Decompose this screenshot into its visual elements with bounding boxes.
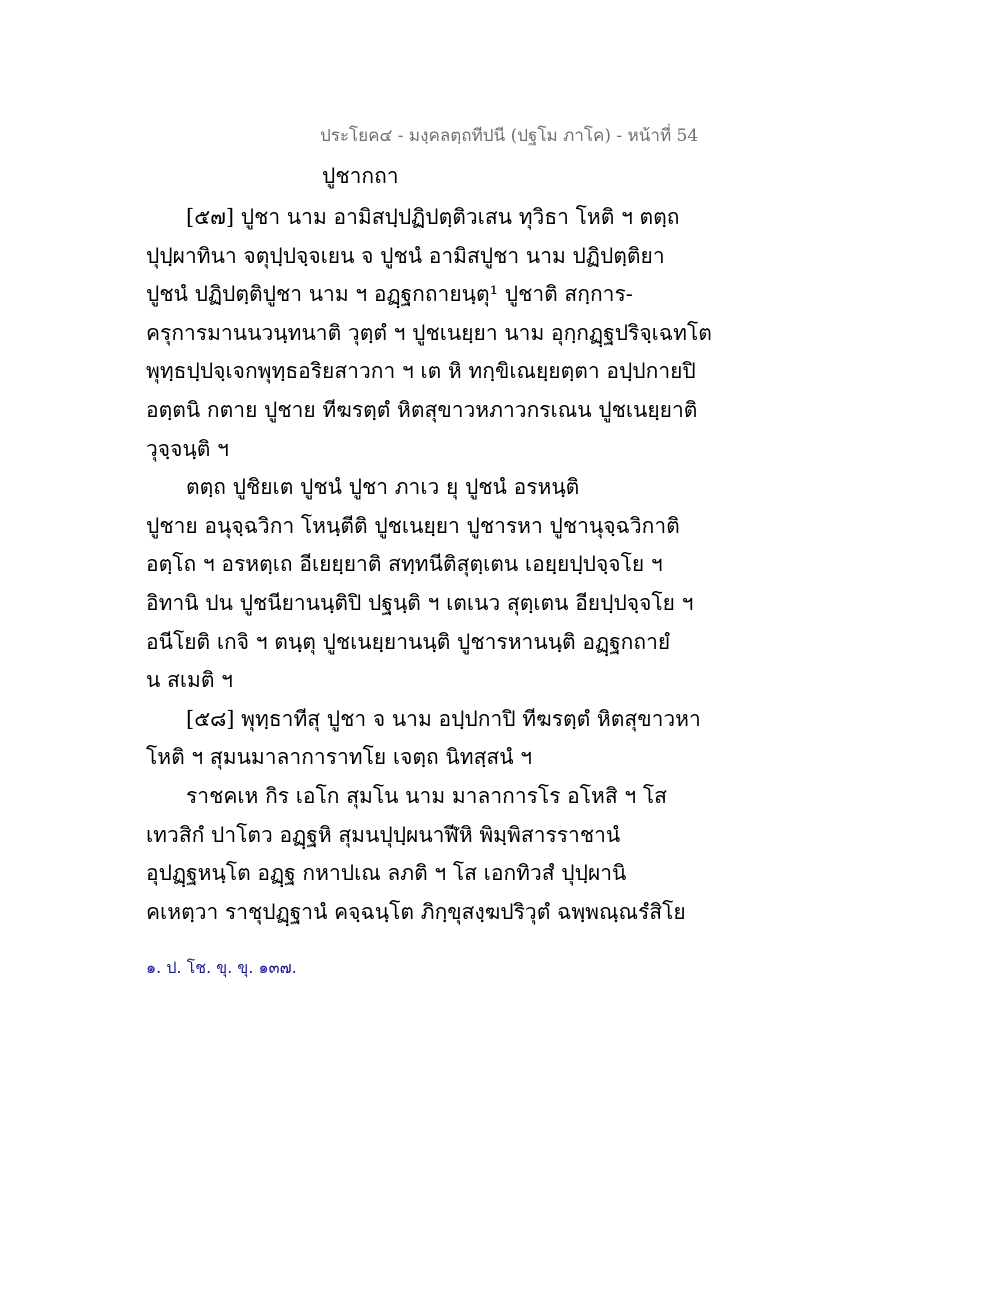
paragraph-line: ครุการมานนวนฺทนาติ วุตฺตํ ฯ ปูชเนยฺยา นาม อุกฺกฏฺฐปริจฺเฉทโต <box>146 320 712 345</box>
paragraph-line: อตฺตนิ กตาย ปูชาย ทีฆรตฺตํ หิตสุขาวหภาวกรเณน ปูชเนยฺยาติ <box>146 397 698 422</box>
footnote: ๑. ป. โช. ขุ. ขุ. ๑๓๗. <box>146 958 297 977</box>
paragraph-line: โหติ ฯ สุมนมาลาการาทโย เจตฺถ นิทสฺสนํ ฯ <box>146 745 533 770</box>
paragraph-line: พุทฺธปฺปจฺเจกพุทฺธอริยสาวกา ฯ เต หิ ทกฺขิเณยฺยตฺตา อปฺปกายปิ <box>146 359 696 384</box>
paragraph-line: อตฺโถ ฯ อรหตฺเถ อีเยยฺยาติ สทฺทนีติสุตฺเตน เอยฺยปฺปจฺจโย ฯ <box>146 552 663 577</box>
body-text <box>146 198 712 931</box>
section-title: ปูชากถา <box>322 164 399 188</box>
paragraph-line: ปุปฺผาทินา จตุปฺปจฺจเยน จ ปูชนํ อามิสปูชา นาม ปฏิปตฺติยา <box>146 243 665 268</box>
paragraph-line: วุจฺจนฺติ ฯ <box>146 436 229 461</box>
paragraph-line: อนีโยติ เกจิ ฯ ตนฺตุ ปูชเนยฺยานนฺติ ปูชารหานนฺติ อฏฺฐกถายํ <box>146 629 671 654</box>
paragraph-line: ราชคเห กิร เอโก สุมโน นาม มาลาการโร อโหสิ ฯ โส <box>186 783 667 808</box>
paragraph-line: อิทานิ ปน ปูชนียานนฺติปิ ปฐนฺติ ฯ เตเนว สุตฺเตน อียปฺปจฺจโย ฯ <box>146 590 694 615</box>
paragraph-line: [๕๗] ปูชา นาม อามิสปฺปฏิปตฺติวเสน ทุวิธา โหติ ฯ ตตฺถ <box>186 205 680 229</box>
paragraph-line: เทวสิกํ ปาโตว อฏฺฐหิ สุมนปุปฺผนาฬีหิ พิมฺพิสารราชานํ <box>146 822 621 847</box>
paragraph-line: ปูชาย อนุจฺฉวิกา โหนฺตีติ ปูชเนยฺยา ปูชารหา ปูชานุจฺฉวิกาติ <box>146 513 680 538</box>
paragraph-line: อุปฏฺฐหนฺโต อฏฺฐ กหาปเณ ลภติ ฯ โส เอกทิวสํ ปุปฺผานิ <box>146 861 627 886</box>
paragraph-line: คเหตฺวา ราชุปฏฺฐานํ คจฺฉนฺโต ภิกฺขุสงฺฆปริวุตํ ฉพฺพณฺณรํสิโย <box>146 899 686 924</box>
paragraph-line: [๕๘] พุทฺธาทีสุ ปูชา จ นาม อปฺปกาปิ ทีฆรตฺตํ หิตสุขาวหา <box>186 706 701 731</box>
paragraph-line: ปูชนํ ปฏิปตฺติปูชา นาม ฯ อฏฺฐกถายนฺตุ¹ ปูชาติ สกฺการ- <box>146 282 633 307</box>
running-header: ประโยค๔ - มงฺคลตฺถทีปนี (ปฐโม ภาโค) - หน้าที่ 54 <box>320 126 699 146</box>
paragraph-line: ตตฺถ ปูชิยเต ปูชนํ ปูชา ภาเว ยุ ปูชนํ อรหนฺติ <box>186 475 580 500</box>
paragraph-line: น สเมติ ฯ <box>146 668 233 693</box>
